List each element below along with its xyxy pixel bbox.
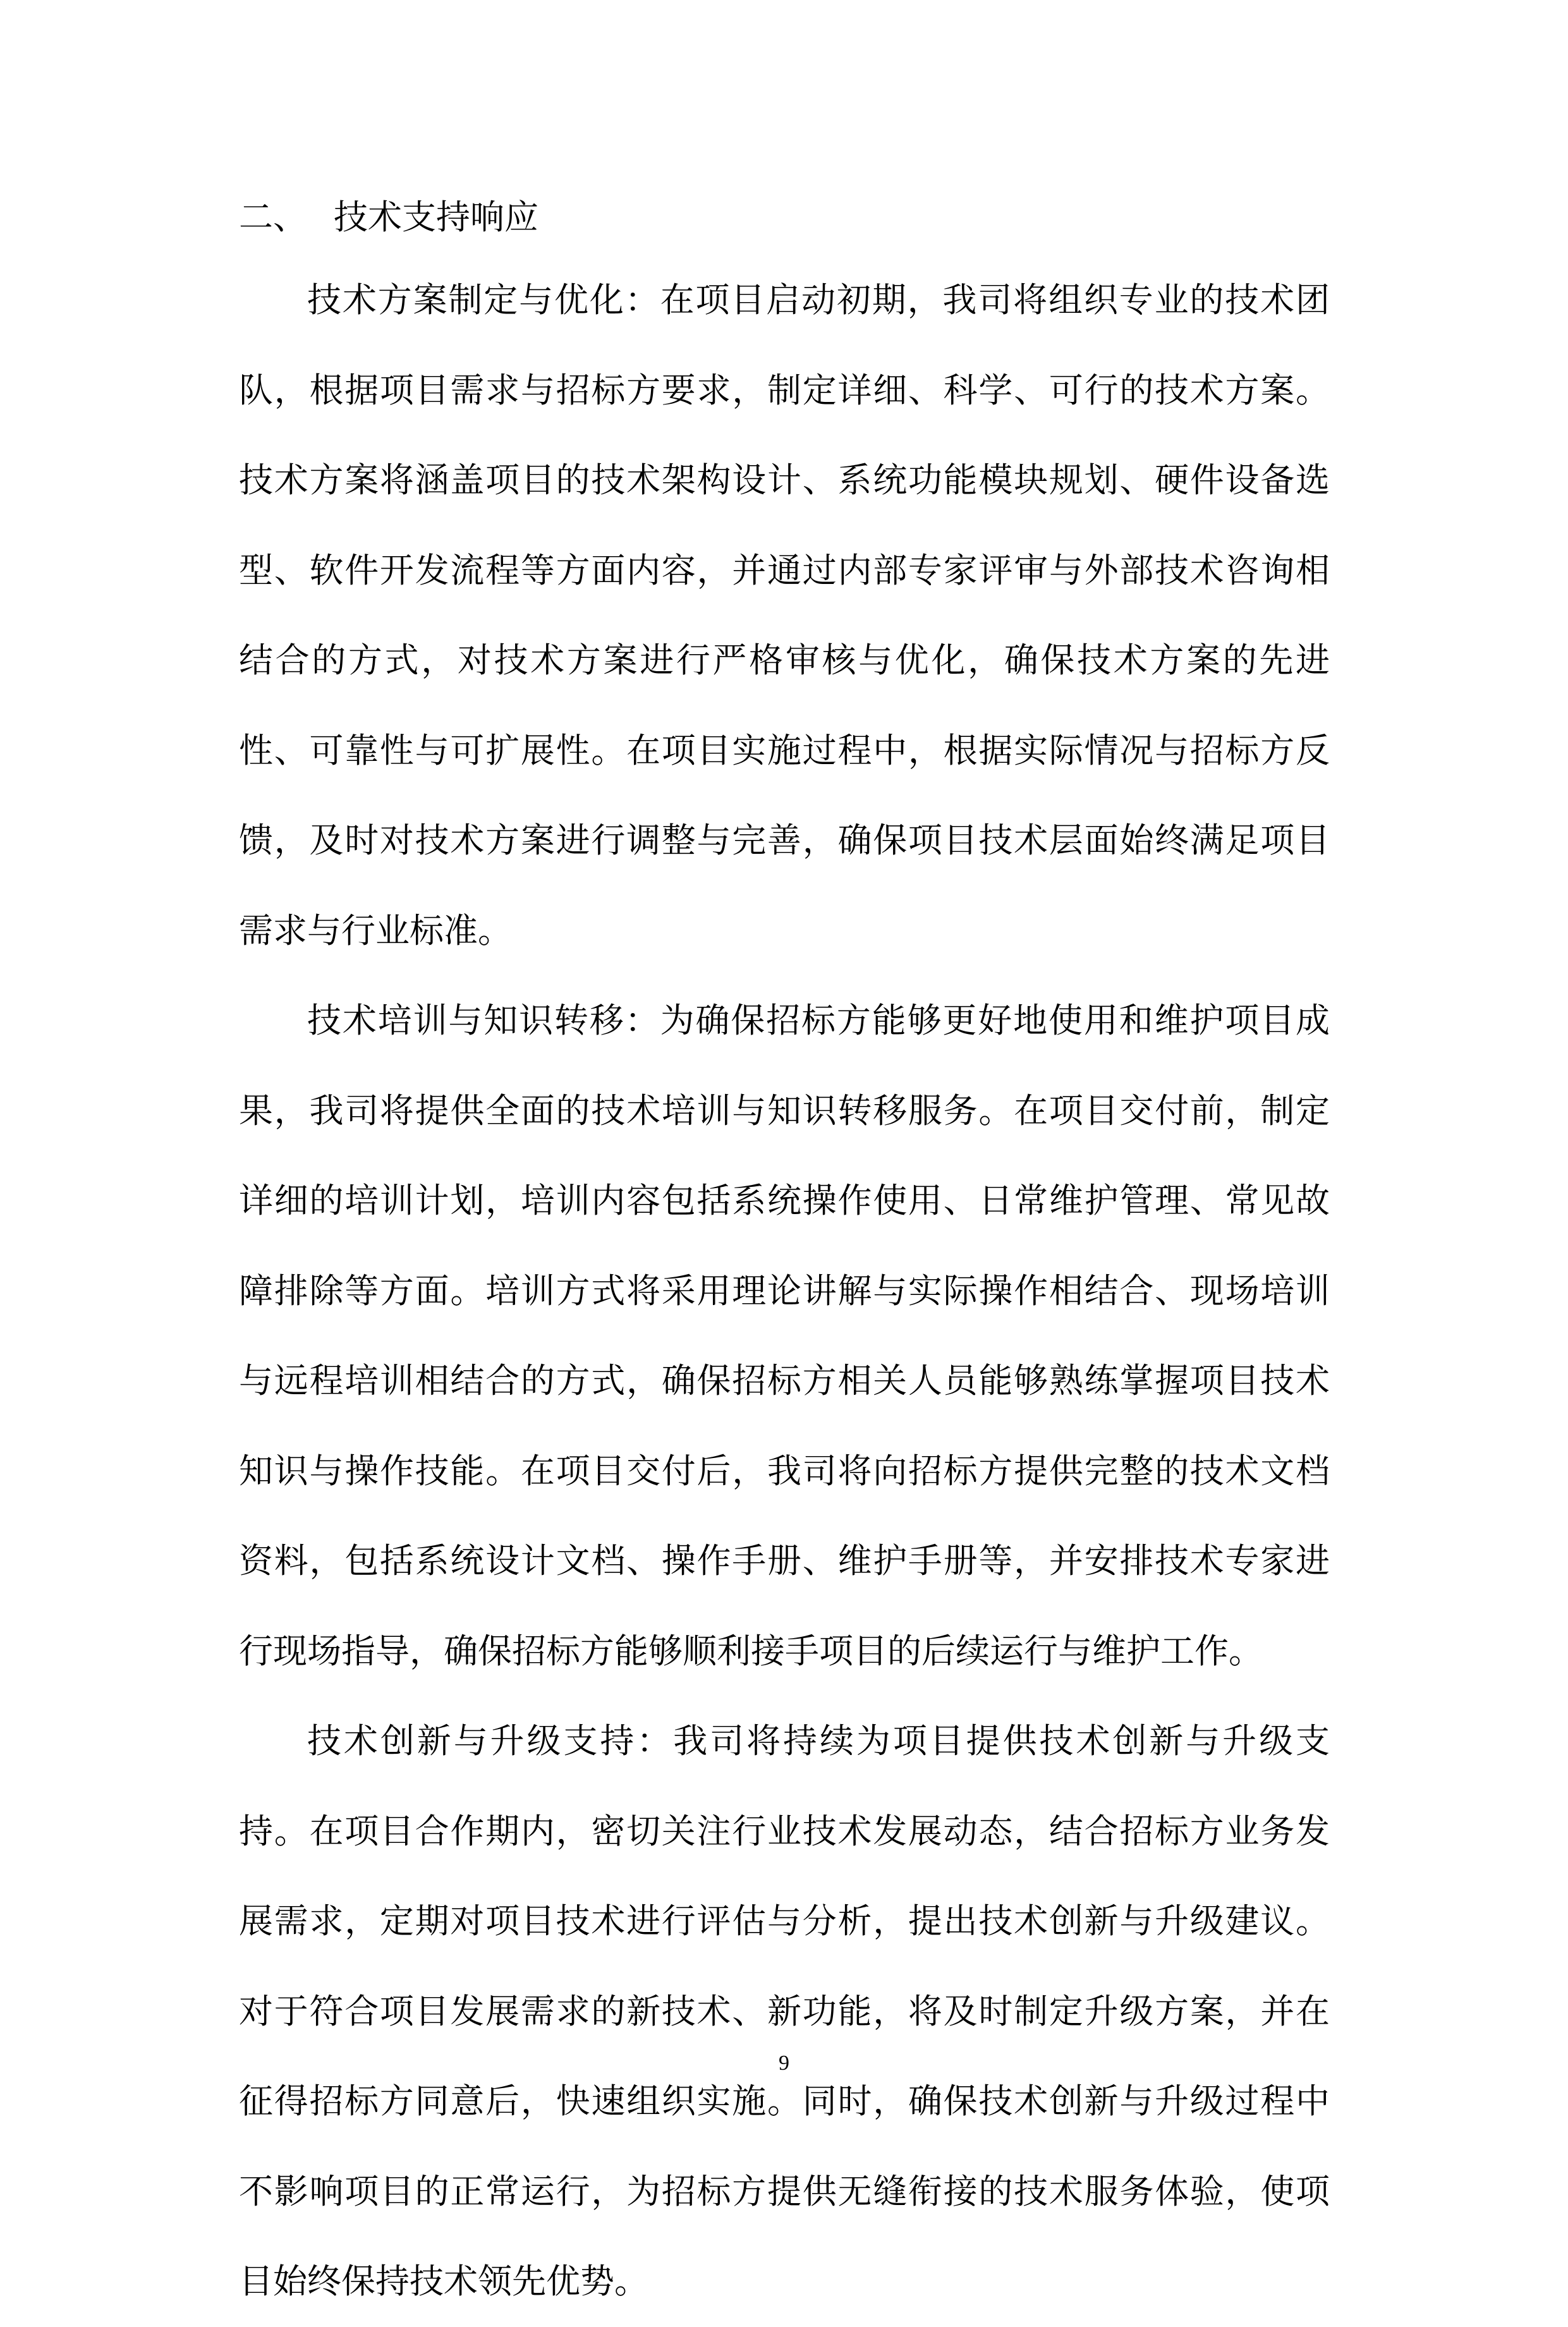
paragraph-training-transfer: 技术培训与知识转移：为确保招标方能够更好地使用和维护项目成果，我司将提供全面的技术培训与知识转移服务。在项目交付前，制定详细的培训计划，培训内容包括系统操作使用、日常维护管理、常见故障排除等方面。培训方式将采用理论讲解与实际操作相结合、现场培训与远程培训相结合的方式，确保招标方相关人员能够熟练掌握项目技术知识与操作技能。在项目交付后，我司将向招标方提供完整的技术文档资料，包括系统设计文档、操作手册、维护手册等，并安排技术专家进行现场指导，确保招标方能够顺利接手项目的后续运行与维护工作。 <box>239 1000 1330 1671</box>
section-number: 二、 <box>239 197 307 237</box>
paragraph-innovation-upgrade: 技术创新与升级支持：我司将持续为项目提供技术创新与升级支持。在项目合作期内，密切关注行业技术发展动态，结合招标方业务发展需求，定期对项目技术进行评估与分析，提出技术创新与升级建议。对于符合项目发展需求的新技术、新功能，将及时制定升级方案，并在征得招标方同意后，快速组织实施。同时，确保技术创新与升级过程中不影响项目的正常运行，为招标方提供无缝衔接的技术服务体验，使项目始终保持技术领先优势。 <box>239 1721 1330 2301</box>
paragraph-technical-plan: 技术方案制定与优化：在项目启动初期，我司将组织专业的技术团队，根据项目需求与招标方要求，制定详细、科学、可行的技术方案。技术方案将涵盖项目的技术架构设计、系统功能模块规划、硬件设备选型、软件开发流程等方面内容，并通过内部专家评审与外部技术咨询相结合的方式，对技术方案进行严格审核与优化，确保技术方案的先进性、可靠性与可扩展性。在项目实施过程中，根据实际情况与招标方反馈，及时对技术方案进行调整与完善，确保项目技术层面始终满足项目需求与行业标准。 <box>239 280 1330 951</box>
section-heading <box>239 179 1330 255</box>
page-content <box>239 179 1330 2327</box>
section-title: 技术支持响应 <box>334 197 538 237</box>
page-number: 9 <box>779 2051 789 2075</box>
